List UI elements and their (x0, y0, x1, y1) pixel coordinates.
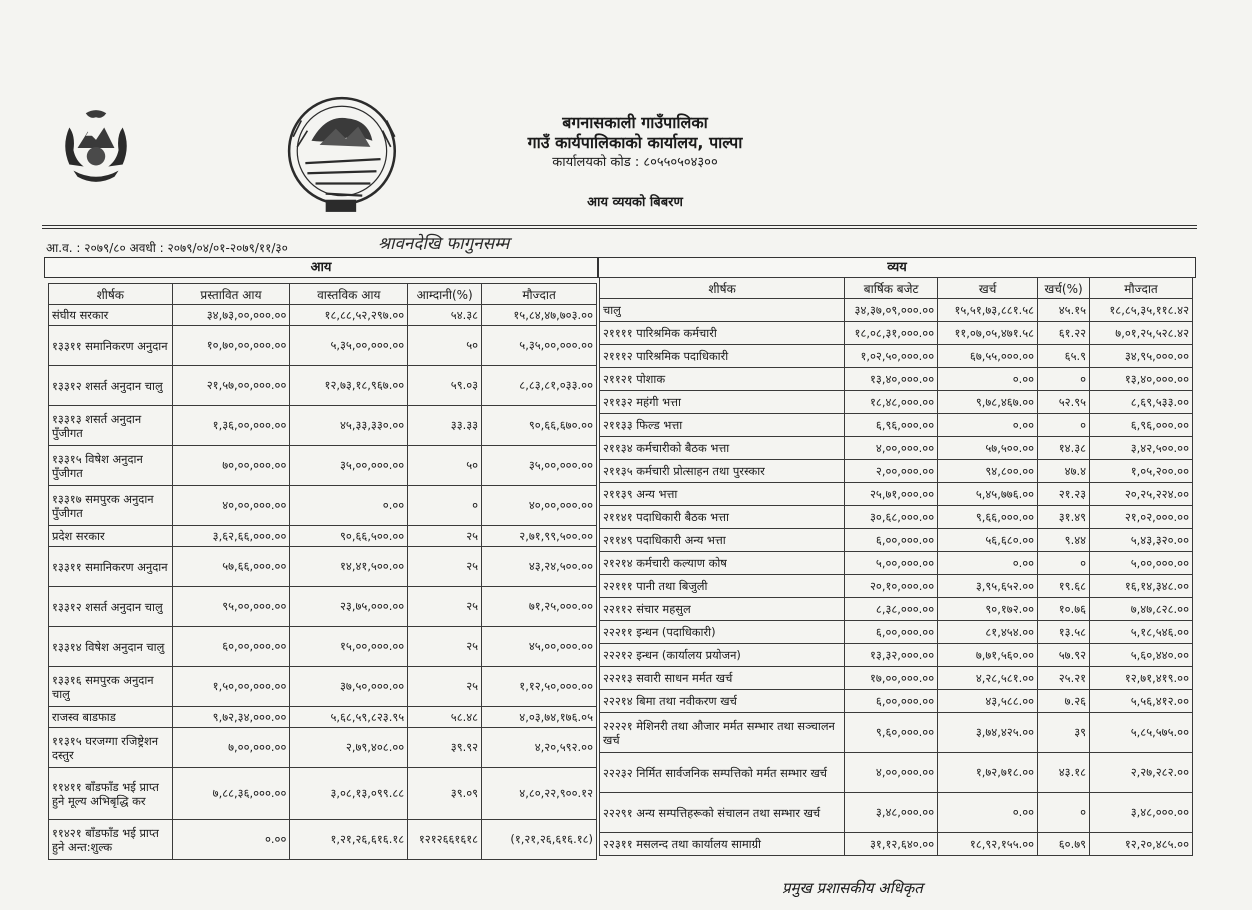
row-value: ६०.७९ (1038, 833, 1090, 856)
row-value: ०.०० (938, 414, 1038, 437)
row-value: ९,७८,४६७.०० (938, 391, 1038, 414)
row-value: ३,७४,४२५.०० (938, 713, 1038, 753)
office-code: कार्यालयको कोड : ८०५५०५०४३०० (552, 155, 718, 170)
row-label: २११४९ पदाधिकारी अन्य भत्ता (600, 529, 845, 552)
row-value: १,५०,००,०००.०० (172, 667, 290, 707)
row-label: १३३११ समानिकरण अनुदान (49, 326, 173, 366)
row-value: १३.५८ (1038, 621, 1090, 644)
row-value: ० (1038, 793, 1090, 833)
office-header (470, 113, 800, 173)
row-value: ५,६०,४४०.०० (1090, 644, 1193, 667)
row-value: ४५,००,०००.०० (482, 627, 597, 667)
table-row (600, 322, 1193, 345)
row-value: ४७.४ (1038, 460, 1090, 483)
row-label: २२२३२ निर्मित सार्वजनिक सम्पत्तिको मर्मत सम्भार खर्च (600, 753, 845, 793)
row-value: ३,४८,०००.०० (845, 793, 938, 833)
fiscal-year-line: आ.व. : २०७९/८० अवधी : २०७९/०४/०१-२०७९/११/३० (46, 241, 288, 255)
row-value: ७१,२५,०००.०० (482, 587, 597, 627)
row-label: प्रदेश सरकार (49, 526, 173, 547)
row-value: ५,३५,००,०००.०० (482, 326, 597, 366)
table-row (600, 460, 1193, 483)
row-label: २२२१२ इन्धन (कार्यालय प्रयोजन) (600, 644, 845, 667)
table-row (600, 667, 1193, 690)
row-value: ३९.०९ (408, 768, 482, 820)
row-value: १०,७०,००,०००.०० (172, 326, 290, 366)
row-label: ११३१५ घरजग्गा रजिष्ट्रेशन दस्तुर (49, 728, 173, 768)
table-row (49, 728, 597, 768)
row-value: १५,००,०००.०० (290, 627, 408, 667)
row-value: १,०५,२००.०० (1090, 460, 1193, 483)
row-label: १३३११ समानिकरण अनुदान (49, 547, 173, 587)
row-value: २५ (408, 547, 482, 587)
row-label: ११४११ बाँडफाँड भई प्राप्त हुने मूल्य अभिबृद्धि कर (49, 768, 173, 820)
table-row (600, 690, 1193, 713)
row-value: १५,८४,४७,७०३.०० (482, 305, 597, 326)
row-value: ३,०८,१३,०९९.८८ (290, 768, 408, 820)
row-value: ६,९६,०००.०० (845, 414, 938, 437)
row-value: २,००,०००.०० (845, 460, 938, 483)
row-value: ३,९५,६५२.०० (938, 575, 1038, 598)
row-value: १,०२,५०,०००.०० (845, 345, 938, 368)
table-row (600, 299, 1193, 322)
income-section-title: आय (44, 257, 598, 278)
income-column-header: शीर्षक (49, 284, 173, 305)
table-row (600, 391, 1193, 414)
row-value: ९०,६६,५००.०० (290, 526, 408, 547)
row-value: ७०,००,०००.०० (172, 446, 290, 486)
row-value: ५,१८,५४६.०० (1090, 621, 1193, 644)
table-row (600, 621, 1193, 644)
row-value: ४,०३,७४,१७६.०५ (482, 707, 597, 728)
row-label: ११४२१ बाँडफाँड भई प्राप्त हुने अन्त:शुल्क (49, 820, 173, 860)
row-value: ३१,१२,६४०.०० (845, 833, 938, 856)
row-value: १७,००,०००.०० (845, 667, 938, 690)
table-row (600, 793, 1193, 833)
row-value: ४३.१८ (1038, 753, 1090, 793)
nepal-emblem-icon (55, 105, 137, 187)
row-value: ६०,००,०००.०० (172, 627, 290, 667)
table-row (49, 526, 597, 547)
table-row (600, 483, 1193, 506)
table-row (49, 446, 597, 486)
expense-column-header: खर्च(%) (1038, 278, 1090, 299)
table-row (600, 552, 1193, 575)
expense-column-header: खर्च (938, 278, 1038, 299)
row-value: ७.२६ (1038, 690, 1090, 713)
row-value: १४.३८ (1038, 437, 1090, 460)
row-value: ३५,००,०००.०० (482, 446, 597, 486)
signature-label: प्रमुख प्रशासकीय अधिकृत (782, 879, 923, 897)
row-value: १२,७१,४१९.०० (1090, 667, 1193, 690)
table-row (600, 506, 1193, 529)
table-row (49, 305, 597, 326)
row-value: ०.०० (938, 368, 1038, 391)
row-value: ८,६९,५३३.०० (1090, 391, 1193, 414)
table-row (49, 707, 597, 728)
row-value: ० (1038, 414, 1090, 437)
row-value: २,७९,४०८.०० (290, 728, 408, 768)
row-value: ४०,००,०००.०० (482, 486, 597, 526)
expense-section-title: व्यय (598, 257, 1196, 278)
row-value: ४,२०,५९२.०० (482, 728, 597, 768)
row-value: १३,३२,०००.०० (845, 644, 938, 667)
income-column-header: वास्तविक आय (290, 284, 408, 305)
row-value: ४५,३३,३३०.०० (290, 406, 408, 446)
row-value: ५२.९५ (1038, 391, 1090, 414)
table-row (600, 575, 1193, 598)
table-row (600, 644, 1193, 667)
row-value: १८,८८,५२,२९७.०० (290, 305, 408, 326)
row-value: ५,००,०००.०० (845, 552, 938, 575)
row-value: २,७१,९९,५००.०० (482, 526, 597, 547)
row-value: २३,७५,०००.०० (290, 587, 408, 627)
expense-column-header: मौज्दात (1090, 278, 1193, 299)
row-value: १२,७३,१८,९६७.०० (290, 366, 408, 406)
table-row (49, 627, 597, 667)
row-label: २२१११ पानी तथा बिजुली (600, 575, 845, 598)
row-value: २५.२१ (1038, 667, 1090, 690)
row-value: ० (1038, 552, 1090, 575)
row-value: ७,४७,८२८.०० (1090, 598, 1193, 621)
row-value: ८१,४५४.०० (938, 621, 1038, 644)
row-value: ५६,६८०.०० (938, 529, 1038, 552)
row-label: १३३१७ समपुरक अनुदान पुँजीगत (49, 486, 173, 526)
row-value: ३०,६८,०००.०० (845, 506, 938, 529)
row-value: १३,४०,०००.०० (1090, 368, 1193, 391)
office-seal-icon (285, 90, 407, 218)
row-value: २५,७१,०००.०० (845, 483, 938, 506)
row-value: ६,००,०००.०० (845, 529, 938, 552)
table-row (49, 768, 597, 820)
row-value: १८,९२,१५५.०० (938, 833, 1038, 856)
expense-column-header: बार्षिक बजेट (845, 278, 938, 299)
row-value: २१,०२,०००.०० (1090, 506, 1193, 529)
row-value: ५७,५००.०० (938, 437, 1038, 460)
row-value: ३१.४९ (1038, 506, 1090, 529)
income-column-header: प्रस्तावित आय (172, 284, 290, 305)
row-label: १३३१२ शसर्त अनुदान चालु (49, 587, 173, 627)
row-value: ५० (408, 446, 482, 486)
row-value: ९,६६,०००.०० (938, 506, 1038, 529)
row-value: ९४,८००.०० (938, 460, 1038, 483)
row-value: ३,६२,६६,०००.०० (172, 526, 290, 547)
row-value: ८,३८,०००.०० (845, 598, 938, 621)
row-value: ६,००,०००.०० (845, 690, 938, 713)
row-value: २०,२५,२२४.०० (1090, 483, 1193, 506)
row-value: १८,४८,०००.०० (845, 391, 938, 414)
row-value: ४,२८,५८१.०० (938, 667, 1038, 690)
row-value: ३४,९५,०००.०० (1090, 345, 1193, 368)
row-value: ६५.९ (1038, 345, 1090, 368)
row-value: २१.२३ (1038, 483, 1090, 506)
row-label: २११३९ अन्य भत्ता (600, 483, 845, 506)
row-value: १९.६८ (1038, 575, 1090, 598)
top-rule (42, 225, 1197, 226)
row-value: ४०,००,०००.०० (172, 486, 290, 526)
row-value: ९०,१७२.०० (938, 598, 1038, 621)
row-value: १,७२,७१८.०० (938, 753, 1038, 793)
report-title: आय व्ययको बिबरण (587, 195, 683, 210)
row-value: ७,००,०००.०० (172, 728, 290, 768)
row-value: ५,६८,५९,८२३.९५ (290, 707, 408, 728)
row-value: ३७,५०,०००.०० (290, 667, 408, 707)
row-value: २,२७,२८२.०० (1090, 753, 1193, 793)
row-value: (१,२१,२६,६१६.१८) (482, 820, 597, 860)
row-value: ५८.४८ (408, 707, 482, 728)
table-row (600, 713, 1193, 753)
row-label: २११११ पारिश्रमिक कर्मचारी (600, 322, 845, 345)
row-label: २२११२ संचार महसुल (600, 598, 845, 621)
row-value: ३,४८,०००.०० (1090, 793, 1193, 833)
row-value: ९,६०,०००.०० (845, 713, 938, 753)
row-label: २१२१४ कर्मचारी कल्याण कोष (600, 552, 845, 575)
row-label: २११४१ पदाधिकारी बैठक भत्ता (600, 506, 845, 529)
income-column-header: आम्दानी(%) (408, 284, 482, 305)
table-row (49, 547, 597, 587)
row-value: ४५.१५ (1038, 299, 1090, 322)
income-table (48, 283, 597, 860)
row-value: ४३,२४,५००.०० (482, 547, 597, 587)
row-value: ९०,६६,६७०.०० (482, 406, 597, 446)
row-value: ७,०१,२५,५२८.४२ (1090, 322, 1193, 345)
row-value: ७,८८,३६,०००.०० (172, 768, 290, 820)
municipality-name: बगनासकाली गाउँपालिका (562, 113, 708, 132)
row-value: १४,४१,५००.०० (290, 547, 408, 587)
row-value: ५,४५,७७६.०० (938, 483, 1038, 506)
row-value: ४३,५८८.०० (938, 690, 1038, 713)
row-label: २२२११ इन्धन (पदाधिकारी) (600, 621, 845, 644)
row-value: ३,४२,५००.०० (1090, 437, 1193, 460)
row-label: २१११२ पारिश्रमिक पदाधिकारी (600, 345, 845, 368)
table-row (600, 833, 1193, 856)
row-value: ७,७१,५६०.०० (938, 644, 1038, 667)
table-row (49, 326, 597, 366)
table-row (600, 345, 1193, 368)
row-value: ५,३५,००,०००.०० (290, 326, 408, 366)
row-value: १५,५१,७३,८८१.५८ (938, 299, 1038, 322)
row-label: १३३१२ शसर्त अनुदान चालु (49, 366, 173, 406)
row-value: ४,००,०००.०० (845, 753, 938, 793)
row-value: ३४,३७,०९,०००.०० (845, 299, 938, 322)
row-value: ५४.३८ (408, 305, 482, 326)
row-label: २११२१ पोशाक (600, 368, 845, 391)
row-label: २११३२ महंगी भत्ता (600, 391, 845, 414)
row-label: १३३१३ शसर्त अनुदान पुँजीगत (49, 406, 173, 446)
row-value: १८,८५,३५,११८.४२ (1090, 299, 1193, 322)
row-value: ५,५६,४१२.०० (1090, 690, 1193, 713)
table-row (49, 406, 597, 446)
row-value: १,२१,२६,६१६.१८ (290, 820, 408, 860)
row-value: ४,००,०००.०० (845, 437, 938, 460)
row-value: ५७,६६,०००.०० (172, 547, 290, 587)
office-name: गाउँ कार्यपालिकाको कार्यालय, पाल्पा (527, 133, 743, 152)
row-value: ६,९६,०००.०० (1090, 414, 1193, 437)
row-label: २११३५ कर्मचारी प्रोत्साहन तथा पुरस्कार (600, 460, 845, 483)
row-value: ६७,५५,०००.०० (938, 345, 1038, 368)
table-row (49, 820, 597, 860)
row-value: ०.०० (290, 486, 408, 526)
row-value: ३४,७३,००,०००.०० (172, 305, 290, 326)
row-label: २११३४ कर्मचारीको बैठक भत्ता (600, 437, 845, 460)
row-label: राजस्व बाडफाड (49, 707, 173, 728)
row-value: ५९.०३ (408, 366, 482, 406)
row-label: १३३१५ विषेश अनुदान पुँजीगत (49, 446, 173, 486)
row-value: ०.०० (172, 820, 290, 860)
row-label: चालु (600, 299, 845, 322)
row-value: २५ (408, 667, 482, 707)
row-value: ० (408, 486, 482, 526)
row-value: ९५,००,०००.०० (172, 587, 290, 627)
row-value: ९,७२,३४,०००.०० (172, 707, 290, 728)
row-value: २५ (408, 526, 482, 547)
expense-column-header: शीर्षक (600, 278, 845, 299)
row-value: ५,८५,५७५.०० (1090, 713, 1193, 753)
row-value: ५,४३,३२०.०० (1090, 529, 1193, 552)
row-value: १,३६,००,०००.०० (172, 406, 290, 446)
row-label: १३३१४ विषेश अनुदान चालु (49, 627, 173, 667)
row-value: १०.७६ (1038, 598, 1090, 621)
row-value: ५,००,०००.०० (1090, 552, 1193, 575)
table-row (49, 366, 597, 406)
row-label: २११३३ फिल्ड भत्ता (600, 414, 845, 437)
row-label: २२२९१ अन्य सम्पत्तिहरूको संचालन तथा सम्भार खर्च (600, 793, 845, 833)
expense-table (599, 277, 1193, 856)
table-row (600, 598, 1193, 621)
row-value: २५ (408, 587, 482, 627)
row-value: ३५,००,०००.०० (290, 446, 408, 486)
row-value: ५७.९२ (1038, 644, 1090, 667)
row-value: १२,२०,४८५.०० (1090, 833, 1193, 856)
row-value: ३९.९२ (408, 728, 482, 768)
row-value: ६,००,०००.०० (845, 621, 938, 644)
table-row (600, 368, 1193, 391)
row-value: ८,८३,८१,०३३.०० (482, 366, 597, 406)
row-value: १३,४०,०००.०० (845, 368, 938, 391)
row-label: २२२२१ मेशिनरी तथा औजार मर्मत सम्भार तथा सञ्चालन खर्च (600, 713, 845, 753)
income-column-header: मौज्दात (482, 284, 597, 305)
row-value: ३९ (1038, 713, 1090, 753)
row-value: २०,१०,०००.०० (845, 575, 938, 598)
top-rule-2 (42, 228, 1197, 229)
row-value: ४,८०,२२,९००.१२ (482, 768, 597, 820)
row-value: ० (1038, 368, 1090, 391)
table-row (600, 414, 1193, 437)
table-row (600, 437, 1193, 460)
row-label: २२२१४ बिमा तथा नवीकरण खर्च (600, 690, 845, 713)
table-row (49, 667, 597, 707)
row-value: ३३.३३ (408, 406, 482, 446)
row-value: २१,५७,००,०००.०० (172, 366, 290, 406)
row-value: १२१२६६१६१८ (408, 820, 482, 860)
row-value: ०.०० (938, 552, 1038, 575)
table-row (600, 529, 1193, 552)
table-row (49, 486, 597, 526)
row-label: २२३११ मसलन्द तथा कार्यालय सामाग्री (600, 833, 845, 856)
row-value: १८,०८,३१,०००.०० (845, 322, 938, 345)
row-value: १६,१४,३४८.०० (1090, 575, 1193, 598)
row-value: १,१२,५०,०००.०० (482, 667, 597, 707)
row-value: ५० (408, 326, 482, 366)
row-value: ९.४४ (1038, 529, 1090, 552)
table-row (49, 587, 597, 627)
row-label: संघीय सरकार (49, 305, 173, 326)
row-value: ०.०० (938, 793, 1038, 833)
row-label: १३३१६ समपुरक अनुदान चालु (49, 667, 173, 707)
row-value: ११,०७,०५,४७१.५८ (938, 322, 1038, 345)
row-label: २२२१३ सवारी साधन मर्मत खर्च (600, 667, 845, 690)
row-value: २५ (408, 627, 482, 667)
handwritten-note: श्रावनदेखि फागुनसम्म (378, 234, 510, 254)
row-value: ६१.२२ (1038, 322, 1090, 345)
table-row (600, 753, 1193, 793)
